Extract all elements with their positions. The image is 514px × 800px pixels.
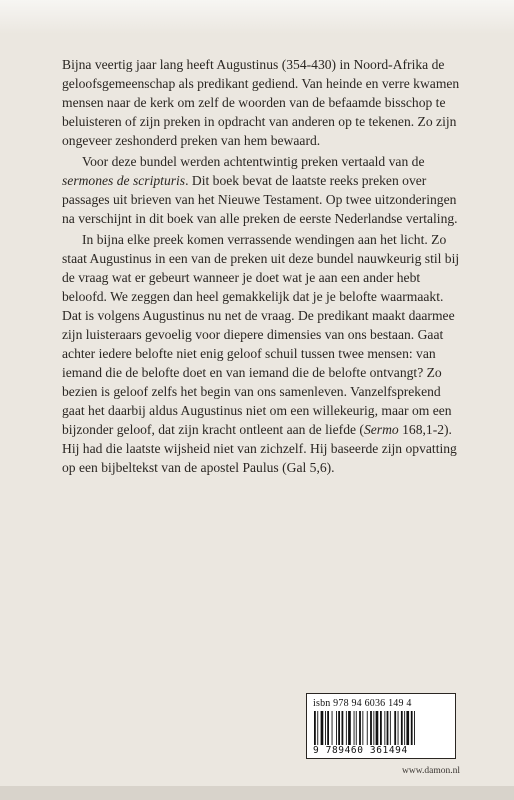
barcode-bar bbox=[356, 711, 357, 745]
barcode-bar bbox=[404, 711, 405, 745]
barcode-bar bbox=[376, 711, 379, 745]
blurb-text bbox=[62, 55, 460, 477]
barcode-bar bbox=[387, 711, 389, 745]
barcode-bar bbox=[321, 711, 324, 745]
barcode-bar bbox=[380, 711, 382, 745]
barcode-bar bbox=[406, 711, 409, 745]
blurb-paragraph-2-start: Voor deze bundel werden achtentwintig preken vertaald van de bbox=[82, 154, 425, 169]
barcode-bar bbox=[384, 711, 385, 745]
publisher-website: www.damon.nl bbox=[402, 766, 460, 776]
isbn-label: isbn 978 94 6036 149 4 bbox=[313, 698, 412, 709]
blurb-paragraph-3-end: 168,1-2). Hij had die laatste wijsheid niet van zichzelf. Hij baseerde zijn opvatting op een bijbeltekst van de apostel Paulus (Gal 5,6). bbox=[62, 422, 457, 475]
barcode-bar bbox=[401, 711, 403, 745]
isbn-barcode-box bbox=[306, 693, 456, 759]
barcode-bar bbox=[394, 711, 396, 745]
barcode-bar bbox=[362, 711, 363, 745]
barcode-bar bbox=[327, 711, 329, 745]
cover-bottom-edge bbox=[0, 786, 514, 800]
barcode-bar bbox=[390, 711, 391, 745]
blurb-paragraph-2 bbox=[62, 152, 460, 228]
isbn-digits: 9 789460 361494 bbox=[313, 745, 408, 756]
barcode-bar bbox=[314, 711, 316, 745]
blurb-paragraph-2-end: . Dit boek bevat de laatste reeks preken over passages uit brieven van het Nieuwe Testament. Op twee uitzonderingen na verschijnt in dit boek van alle preken de eerste Nederlandse vertaling. bbox=[62, 173, 458, 226]
barcode-bar bbox=[373, 711, 374, 745]
barcode-bar bbox=[414, 711, 415, 745]
blurb-paragraph-1: Bijna veertig jaar lang heeft Augustinus (354-430) in Noord-Afrika de geloofsgemeenschap als predikant gediend. Van heinde en verre kwamen mensen naar de kerk om zelf de woorden van de befaamde bisschop te beluisteren of zijn preken in opdracht van anderen op te tekenen. Zo zijn ongeveer zeshonderd preken van hem bewaard. bbox=[62, 57, 460, 148]
barcode-bar bbox=[367, 711, 368, 745]
barcode-bar bbox=[370, 711, 372, 745]
barcode-bar bbox=[411, 711, 413, 745]
barcode-bar bbox=[336, 711, 337, 745]
barcode-bar bbox=[338, 711, 340, 745]
barcode-bar bbox=[354, 711, 355, 745]
blurb-paragraph-2-title: sermones de scripturis bbox=[62, 173, 186, 188]
barcode-bar bbox=[348, 711, 351, 745]
barcode-bar bbox=[317, 711, 318, 745]
barcode-bar bbox=[325, 711, 326, 745]
barcode-bar bbox=[359, 711, 361, 745]
barcode-icon bbox=[313, 711, 449, 745]
barcode-bar bbox=[346, 711, 347, 745]
blurb-paragraph-3-citation: Sermo bbox=[363, 422, 399, 437]
cover-top-edge bbox=[0, 0, 514, 34]
barcode-bar bbox=[398, 711, 399, 745]
blurb-paragraph-3 bbox=[62, 230, 460, 477]
barcode-bar bbox=[342, 711, 344, 745]
barcode-bar bbox=[332, 711, 333, 745]
blurb-paragraph-3-start: In bijna elke preek komen verrassende wendingen aan het licht. Zo staat Augustinus in een van de preken uit deze bundel nauwkeurig stil bij de vraag wat er gebeurt wanneer je doet wat je aan een ander hebt beloofd. We zeggen dan heel gemakkelijk dat je je belofte waarmaakt. Dat is volgens Augustinus nu net de vraag. De predikant maakt daarmee zijn luisteraars gevoelig voor diepere dimensies van ons bestaan. Gaat achter iedere belofte niet enig geloof schuil tussen twee mensen: van iemand die de belofte doet en van iemand die de belofte ontvangt? Zo bezien is geloof zelfs het begin van ons samenleven. Vanzelfsprekend gaat het daarbij aldus Augustinus niet om een willekeurig, maar om een bijzonder geloof, dat zijn kracht ontleent aan de liefde ( bbox=[62, 232, 460, 437]
